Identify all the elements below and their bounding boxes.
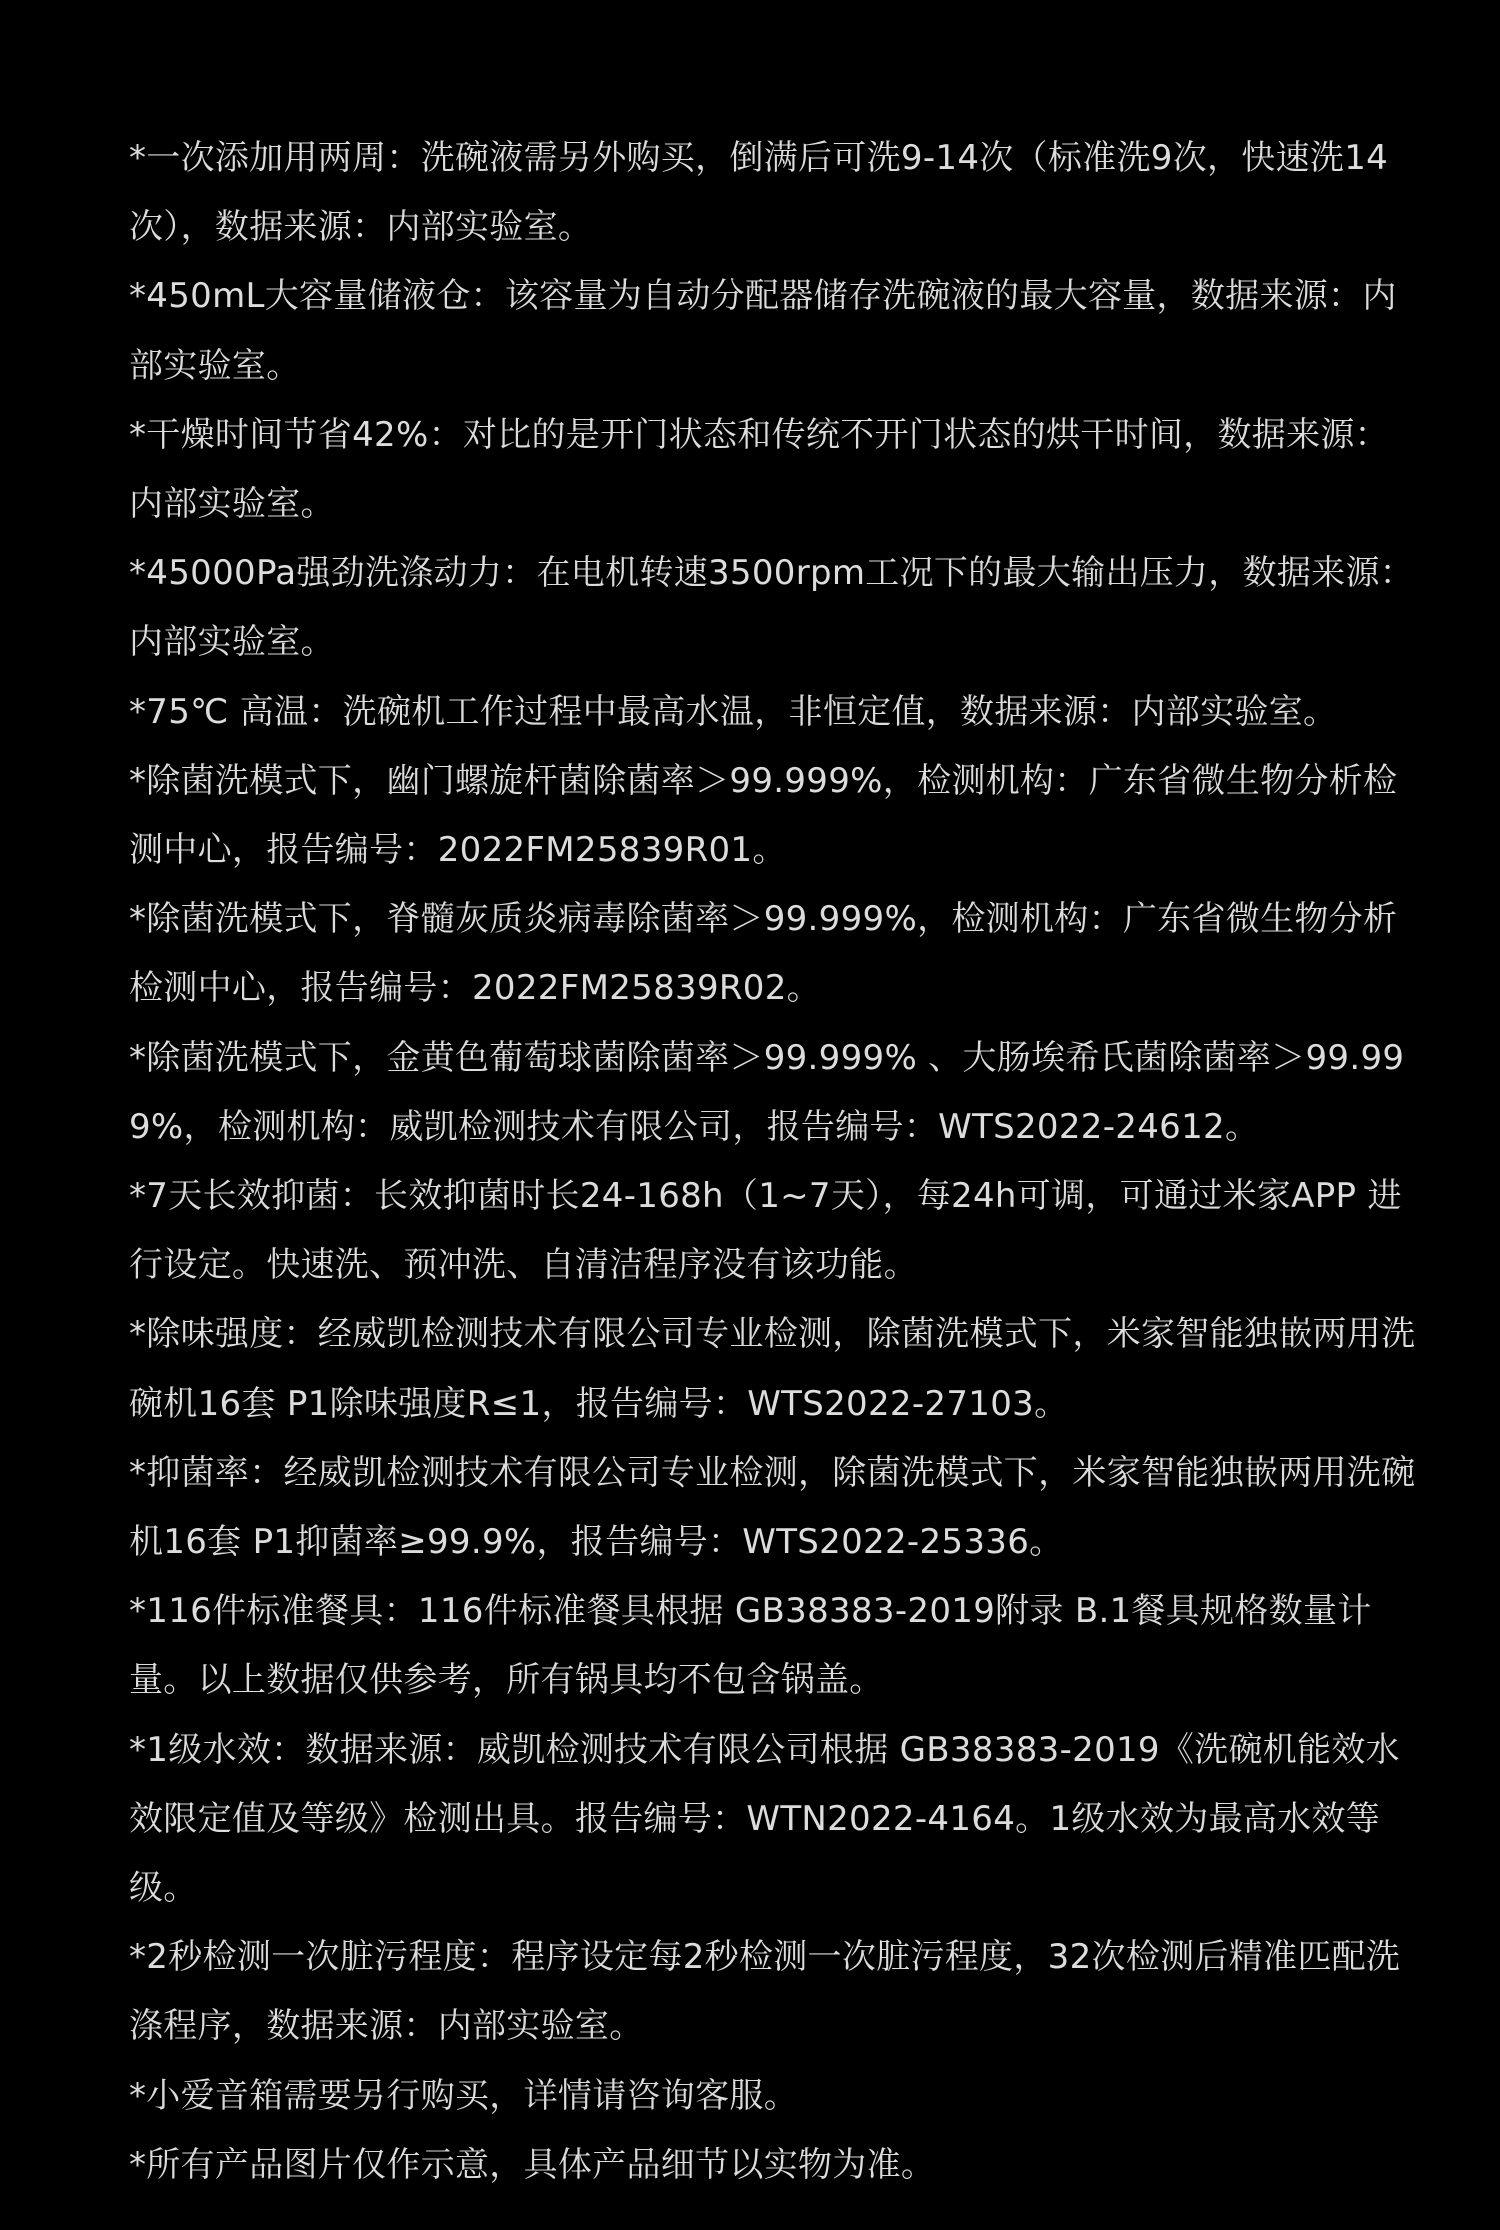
footnote-item: *450mL大容量储液仓：该容量为自动分配器储存洗碗液的最大容量，数据来源：内部实验室。	[129, 276, 1397, 386]
footnote-item: *所有产品图片仅作示意，具体产品细节以实物为准。	[129, 2144, 936, 2185]
footnote-item: *45000Pa强劲洗涤动力：在电机转速3500rpm工况下的最大输出压力，数据来源：内部实验室。	[129, 553, 1415, 663]
footnote-item: *2秒检测一次脏污程度：程序设定每2秒检测一次脏污程度，32次检测后精准匹配洗涤程序，数据来源：内部实验室。	[129, 1937, 1401, 2047]
footnote-item: *1级水效：数据来源：威凯检测技术有限公司根据 GB38383-2019《洗碗机能效水效限定值及等级》检测出具。报告编号：WTN2022-4164。1级水效为最高水效等级。	[129, 1729, 1400, 1909]
footnotes-list	[129, 124, 1419, 2200]
footnote-item: *小爱音箱需要另行购买，详情请咨询客服。	[129, 2075, 798, 2116]
footnote-item: *除菌洗模式下，幽门螺旋杆菌除菌率＞99.999%，检测机构：广东省微生物分析检测中心，报告编号：2022FM25839R01。	[129, 760, 1398, 871]
footnote-item: *除菌洗模式下，脊髓灰质炎病毒除菌率＞99.999%，检测机构：广东省微生物分析检测中心，报告编号：2022FM25839R02。	[129, 899, 1398, 1009]
footnote-item: *干燥时间节省42%：对比的是开门状态和传统不开门状态的烘干时间，数据来源：内部实验室。	[129, 414, 1389, 525]
footnote-item: *除菌洗模式下，金黄色葡萄球菌除菌率＞99.999% 、大肠埃希氏菌除菌率＞99.999%，检测机构：威凯检测技术有限公司，报告编号：WTS2022-24612。	[129, 1037, 1405, 1147]
footnote-item: *除味强度：经威凯检测技术有限公司专业检测，除菌洗模式下，米家智能独嵌两用洗碗机16套 P1除味强度R≤1，报告编号：WTS2022-27103。	[129, 1314, 1416, 1424]
footnote-item: *75℃ 高温：洗碗机工作过程中最高水温，非恒定值，数据来源：内部实验室。	[129, 691, 1338, 732]
footnote-item: *7天长效抑菌：长效抑菌时长24-168h（1~7天），每24h可调，可通过米家APP 进行设定。快速洗、预冲洗、自清洁程序没有该功能。	[129, 1176, 1402, 1286]
footnote-item: *116件标准餐具：116件标准餐具根据 GB38383-2019附录 B.1餐具规格数量计量。以上数据仅供参考，所有锅具均不包含锅盖。	[129, 1591, 1372, 1701]
footnote-item: *抑菌率：经威凯检测技术有限公司专业检测，除菌洗模式下，米家智能独嵌两用洗碗机16套 P1抑菌率≥99.9%，报告编号：WTS2022-25336。	[129, 1452, 1416, 1563]
footnote-item: *一次添加用两周：洗碗液需另外购买，倒满后可洗9-14次（标准洗9次，快速洗14次），数据来源：内部实验室。	[129, 138, 1389, 248]
